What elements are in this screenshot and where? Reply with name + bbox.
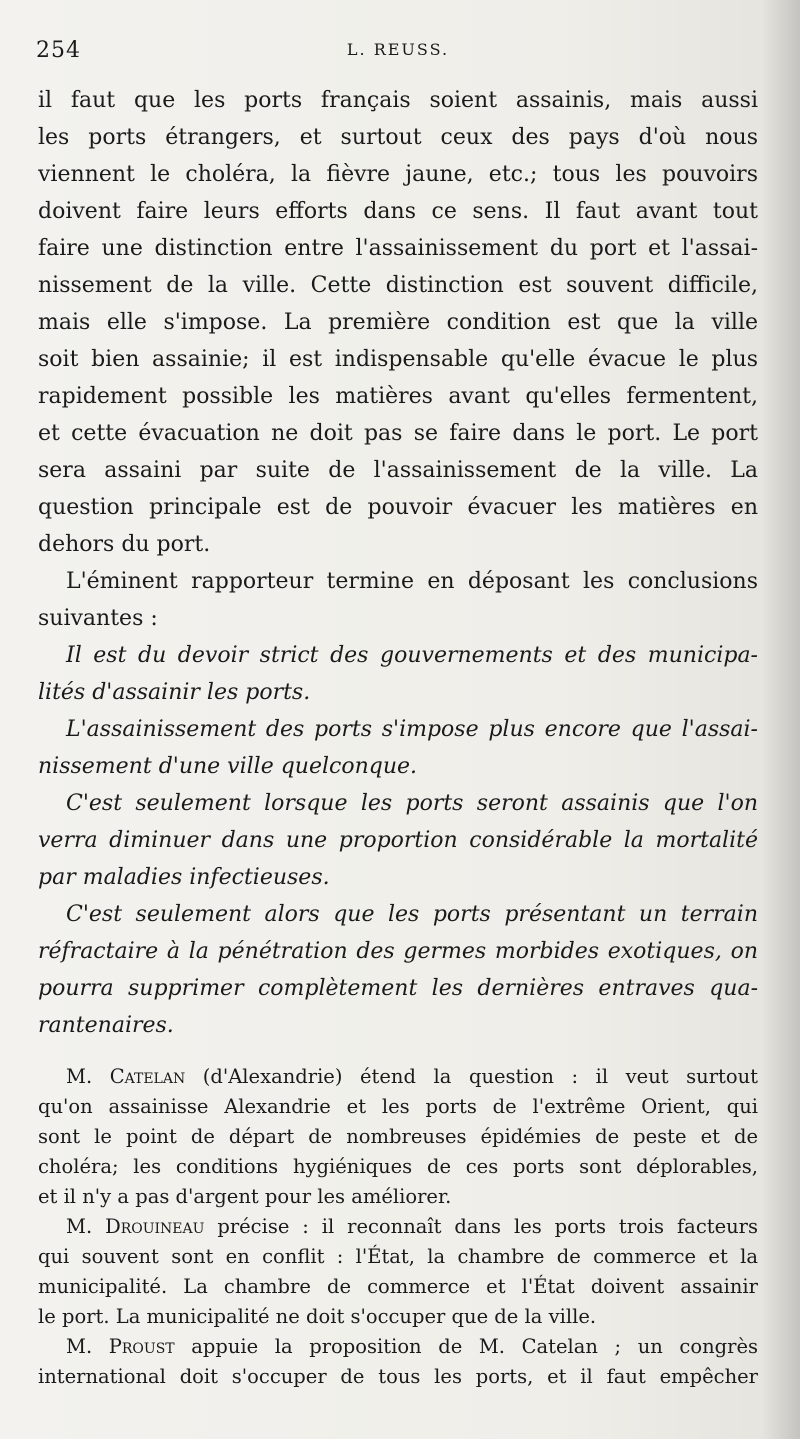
conclusion-line: rantenaires. (38, 1013, 174, 1038)
discussion-line: choléra; les conditions hygiéniques de ces ports sont déplorables, (38, 1155, 758, 1178)
conclusion-line: verra diminuer dans une proportion considérable la mortalité (38, 828, 758, 853)
discussion-line: M. Drouineau précise : il reconnaît dans les ports trois facteurs (66, 1215, 758, 1238)
text-line: L'éminent rapporteur termine en déposant les conclusions (66, 569, 758, 594)
discussion-line: M. Proust appuie la proposition de M. Catelan ; un congrès (66, 1335, 759, 1358)
section-gap (38, 1044, 758, 1062)
text-line: faire une distinction entre l'assainissement du port et l'assai- (38, 236, 758, 261)
conclusions (38, 637, 758, 1044)
conclusion-line: L'assainissement des ports s'impose plus encore que l'assai- (66, 717, 758, 742)
text-line: mais elle s'impose. La première condition est que la ville (38, 310, 758, 335)
page-edge-shadow (762, 0, 800, 1439)
paragraph-rapporteur (38, 563, 758, 637)
text-line: doivent faire leurs efforts dans ce sens. Il faut avant tout (38, 199, 758, 224)
conclusion-line: C'est seulement alors que les ports présentant un terrain (66, 902, 758, 927)
discussion-line: le port. La municipalité ne doit s'occuper que de la ville. (38, 1305, 597, 1328)
discussion-line: qu'on assainisse Alexandrie et les ports de l'extrême Orient, qui (38, 1095, 758, 1118)
conclusion-line: par maladies infectieuses. (38, 865, 330, 890)
conclusion-line: lités d'assainir les ports. (38, 680, 311, 705)
page-header (36, 38, 760, 64)
speaker-name: M. Catelan (66, 1065, 186, 1088)
discussion-line: et il n'y a pas d'argent pour les améliorer. (38, 1185, 452, 1208)
conclusion-line: réfractaire à la pénétration des germes morbides exotiques, on (38, 939, 758, 964)
page-number: 254 (36, 38, 81, 63)
body-text (38, 82, 758, 1392)
text-line: dehors du port. (38, 532, 211, 557)
speaker-name: M. Proust (66, 1335, 175, 1358)
text-line: viennent le choléra, la fièvre jaune, etc.; tous les pouvoirs (38, 162, 758, 187)
text-line: suivantes : (38, 606, 158, 631)
conclusion-line: nissement d'une ville quelconque. (38, 754, 418, 779)
conclusion-line: C'est seulement lorsque les ports seront assainis que l'on (66, 791, 758, 816)
discussion-line: qui souvent sont en conflit : l'État, la chambre de commerce et la (38, 1245, 758, 1268)
text-line: question principale est de pouvoir évacuer les matières en (38, 495, 758, 520)
text-line: soit bien assainie; il est indispensable qu'elle évacue le plus (38, 347, 758, 372)
speaker-name: M. Drouineau (66, 1215, 205, 1238)
text-line: rapidement possible les matières avant qu'elles fermentent, (38, 384, 758, 409)
paragraph-main (38, 82, 758, 563)
conclusion-line: pourra supprimer complètement les dernières entraves qua- (38, 976, 758, 1001)
text-line: nissement de la ville. Cette distinction est souvent difficile, (38, 273, 758, 298)
discussion-line: municipalité. La chambre de commerce et l'État doivent assainir (38, 1275, 758, 1298)
text-line: il faut que les ports français soient assainis, mais aussi (38, 88, 758, 113)
text-line: les ports étrangers, et surtout ceux des pays d'où nous (38, 125, 758, 150)
discussion-line: sont le point de départ de nombreuses épidémies de peste et de (38, 1125, 758, 1148)
text-line: et cette évacuation ne doit pas se faire dans le port. Le port (38, 421, 758, 446)
discussion (38, 1062, 758, 1392)
running-head: L. REUSS. (346, 40, 450, 59)
conclusion-line: Il est du devoir strict des gouvernements et des municipa- (66, 643, 758, 668)
discussion-line: international doit s'occuper de tous les ports, et il faut empêcher (38, 1365, 758, 1388)
discussion-line: M. Catelan (d'Alexandrie) étend la question : il veut surtout (66, 1065, 759, 1088)
text-line: sera assaini par suite de l'assainissement de la ville. La (38, 458, 758, 483)
